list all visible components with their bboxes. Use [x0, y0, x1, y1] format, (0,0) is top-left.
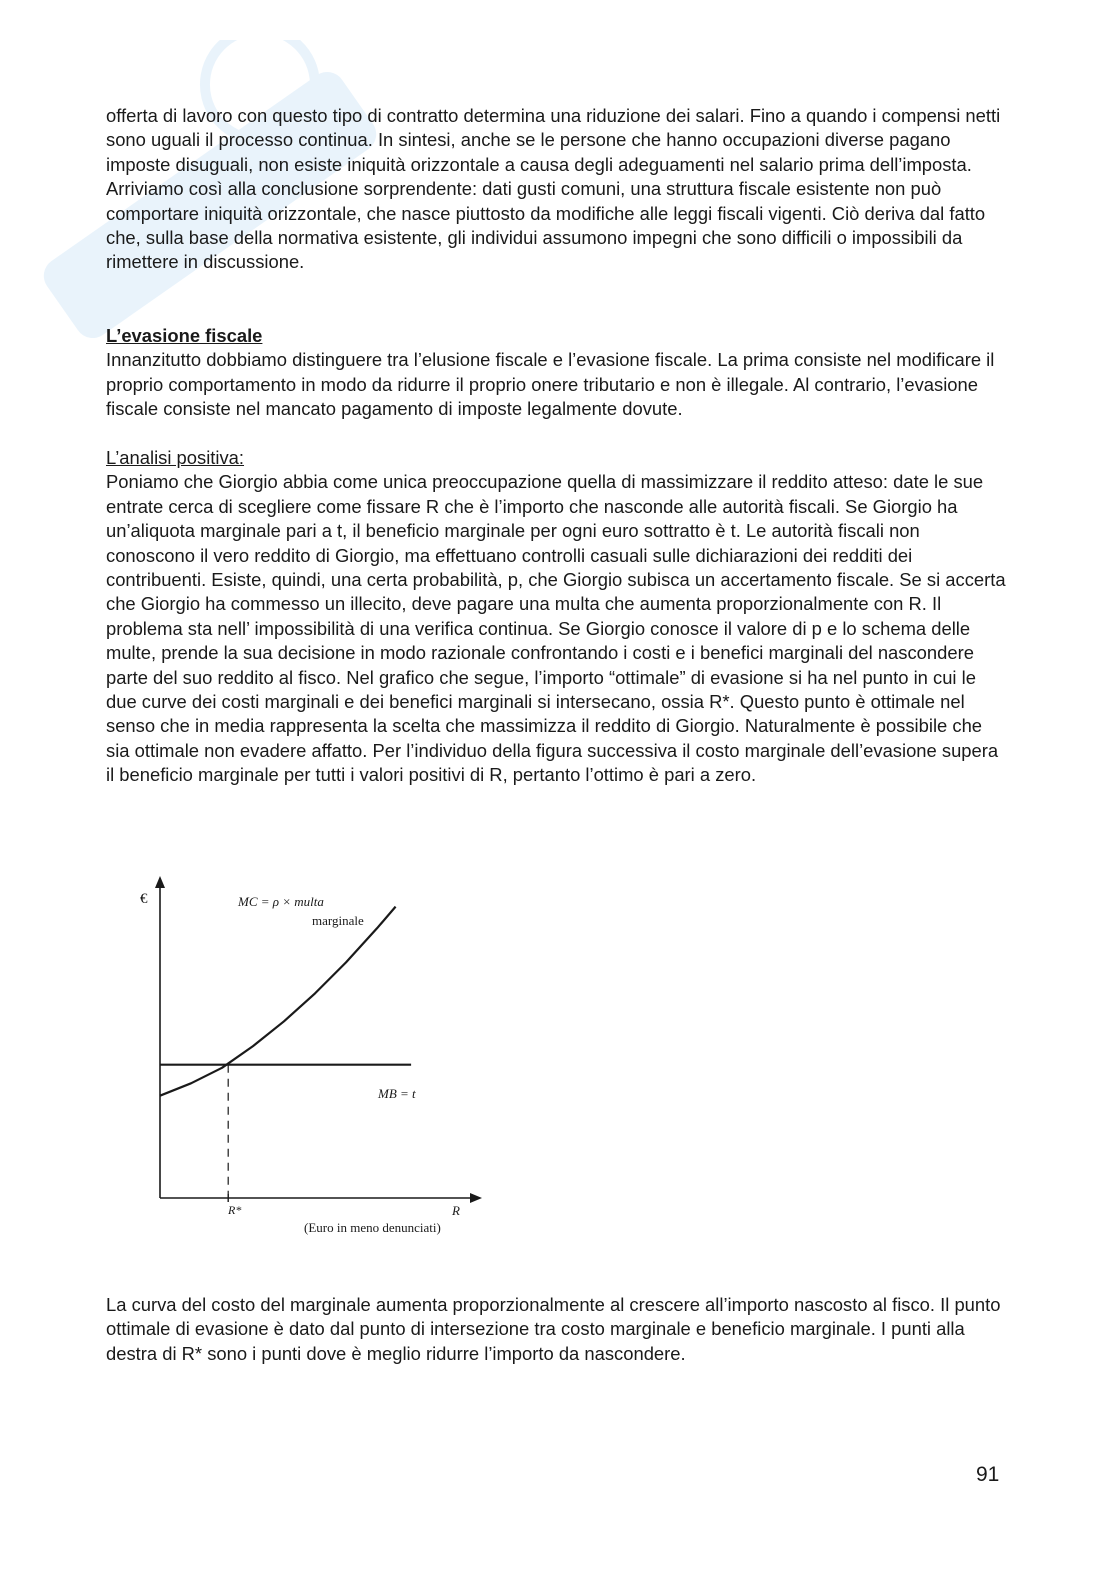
intro-paragraph: offerta di lavoro con questo tipo di contratto determina una riduzione dei salari. Fino a quando i compensi netti sono uguali il processo continua. In sintesi, anche se le persone che hanno occupazioni diverse pagano imposte disuguali, non esiste iniquità orizzontale a causa degli adeguamenti nel salario prima dell’imposta. Arriviamo così alla conclusione sorprendente: dati gusti comuni, una struttura fiscale esistente non può comportare iniquità orizzontale, che nasce piuttosto da modifiche alle leggi fiscali vigenti. Ciò deriva dal fatto che, sulla base della normativa esistente, gli individui assumono impegni che sono difficili o impossibili da rimettere in discussione.	[106, 105, 1001, 273]
rstar-label: R*	[228, 1203, 242, 1217]
y-axis-label: €	[140, 891, 148, 907]
series-line-mc	[160, 907, 396, 1096]
y-axis-arrow	[155, 876, 165, 888]
x-axis-arrow	[470, 1193, 482, 1203]
evasion-section	[106, 324, 1006, 422]
closing-section	[106, 1293, 1006, 1366]
closing-paragraph: La curva del costo del marginale aumenta proporzionalmente al crescere all’importo nascosto al fisco. Il punto ottimale di evasione è dato dal punto di intersezione tra costo marginale e beneficio marginale. I punti alla destra di R* sono i punti dove è meglio ridurre l’importo da nascondere.	[106, 1294, 1001, 1364]
section-heading: L’evasione fiscale	[106, 325, 263, 346]
page-number: 91	[976, 1463, 1000, 1486]
evasion-chart	[120, 870, 500, 1250]
section-paragraph: Innanzitutto dobbiamo distinguere tra l’elusione fiscale e l’evasione fiscale. La prima consiste nel modificare il proprio comportamento in modo da ridurre il proprio onere tributario e non è illegale. Al contrario, l’evasione fiscale consiste nel mancato pagamento di imposte legalmente dovute.	[106, 349, 995, 420]
intro-section	[106, 104, 1006, 275]
mc-label-line1: MC = ρ × multa	[238, 894, 324, 909]
x-axis-note: (Euro in meno denunciati)	[304, 1220, 441, 1235]
subsection-paragraph: Poniamo che Giorgio abbia come unica preoccupazione quella di massimizzare il reddito atteso: date le sue entrate cerca di scegliere come fissare R che è l’importo che nasconde alle autorità fiscali. Se Giorgio ha un’aliquota marginale pari a t, il beneficio marginale per ogni euro sottratto è t. Le autorità fiscali non conoscono il vero reddito di Giorgio, ma effettuano controlli casuali sulle dichiarazioni dei redditi dei contribuenti. Esiste, quindi, una certa probabilità, p, che Giorgio subisca un accertamento fiscale. Se si accerta che Giorgio ha commesso un illecito, deve pagare una multa che aumenta proporzionalmente con R. Il problema sta nell’ impossibilità di una verifica continua. Se Giorgio conosce il valore di p e lo schema delle multe, prende la sua decisione in modo razionale confrontando i costi e i benefici marginali del nascondere parte del suo reddito al fisco. Nel grafico che segue, l’importo “ottimale” di evasione si ha nel punto in cui le due curve dei costi marginali e dei benefici marginali si intersecano, ossia R*. Questo punto è ottimale nel senso che in media rappresenta la scelta che massimizza il reddito di Giorgio. Naturalmente è possibile che sia ottimale non evadere affatto. Per l’individuo della figura successiva il costo marginale dell’evasione supera il beneficio marginale per tutti i valori positivi di R, pertanto l’ottimo è pari a zero.	[106, 471, 1006, 786]
x-axis-label: R	[452, 1203, 460, 1218]
mc-label-line2: marginale	[312, 913, 364, 928]
subsection-heading: L’analisi positiva:	[106, 447, 245, 468]
positive-analysis-section	[106, 446, 1006, 788]
mb-label: MB = t	[378, 1086, 416, 1101]
plot-layer	[160, 907, 411, 1202]
